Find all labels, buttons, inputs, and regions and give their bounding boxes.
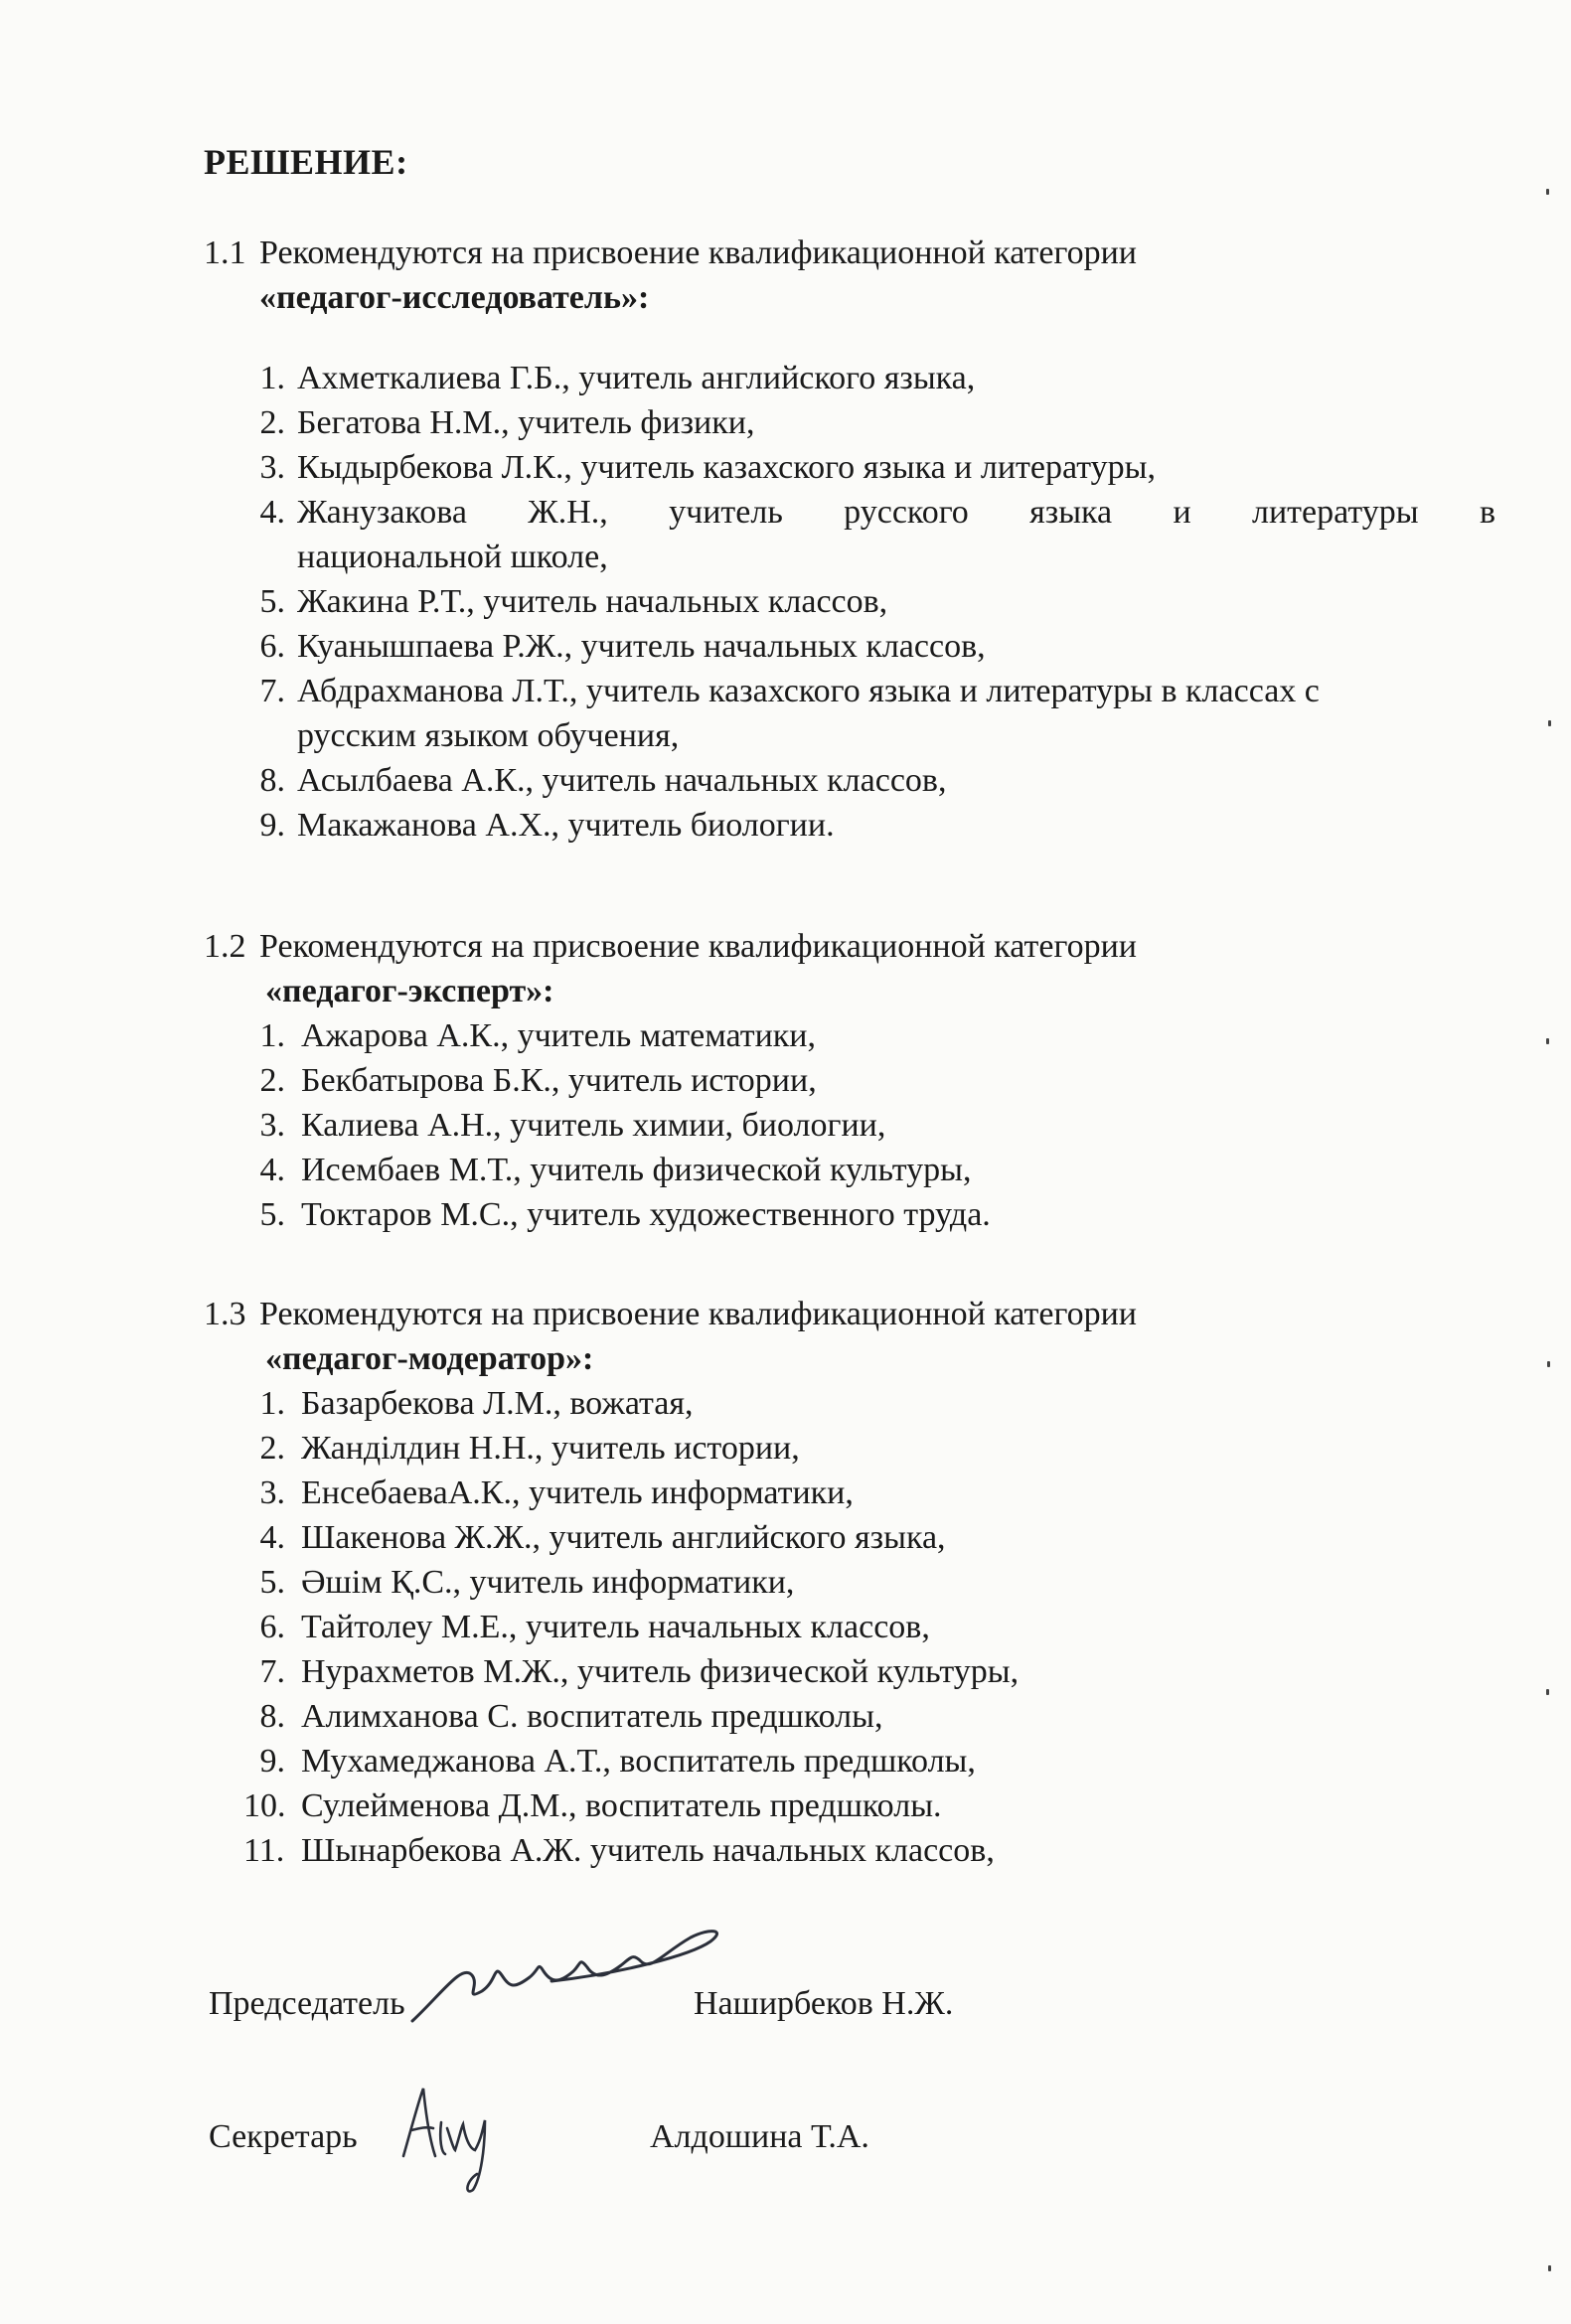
section-1-3 [204, 1292, 1495, 1873]
section-number: 1.3 [204, 1296, 246, 1332]
list-item: 1. Базарбекова Л.М., вожатая, [259, 1385, 694, 1422]
list-item: 9. Мухамеджанова А.Т., воспитатель предшколы, [259, 1743, 976, 1780]
section-1-1 [204, 231, 1495, 848]
section-intro: Рекомендуются на присвоение квалификационной категории [259, 1296, 1137, 1332]
secretary-signature-icon [390, 2079, 529, 2198]
list-item: 8. Алимханова С. воспитатель предшколы, [259, 1698, 883, 1735]
list-item: 3. Калиева А.Н., учитель химии, биологии, [259, 1107, 886, 1144]
list-item: 4. Шакенова Ж.Ж., учитель английского языка, [259, 1519, 946, 1556]
list-item: 9. Макажанова А.Х., учитель биологии. [259, 807, 835, 844]
section-title [204, 924, 1495, 969]
secretary-role: Секретарь [209, 2118, 358, 2155]
list-item: 5. Токтаров М.С., учитель художественного труда. [259, 1196, 991, 1233]
candidate-list [243, 1013, 1495, 1237]
list-item: 6. Куанышпаева Р.Ж., учитель начальных классов, [259, 628, 986, 665]
list-item: 2. Бегатова Н.М., учитель физики, [259, 404, 755, 441]
list-item: 11. Шынарбекова А.Ж. учитель начальных классов, [243, 1832, 995, 1869]
list-item: 10. Сулейменова Д.М., воспитатель предшколы. [243, 1787, 942, 1824]
list-item: 7. Нурахметов М.Ж., учитель физической культуры, [259, 1653, 1020, 1690]
scan-speck [1548, 720, 1551, 726]
candidate-list [243, 356, 1495, 848]
section-intro: Рекомендуются на присвоение квалификационной категории [259, 234, 1137, 271]
list-item: 1. Ажарова А.К., учитель математики, [259, 1017, 816, 1054]
section-category: «педагог-эксперт»: [265, 973, 554, 1009]
scan-speck [1548, 2265, 1551, 2271]
list-item: 3. ЕнсебаеваА.К., учитель информатики, [259, 1474, 854, 1511]
list-item: 2. Жанділдин Н.Н., учитель истории, [259, 1430, 800, 1467]
section-intro: Рекомендуются на присвоение квалификационной категории [259, 928, 1137, 965]
secretary-name: Алдошина Т.А. [650, 2118, 869, 2155]
section-1-2 [204, 924, 1495, 1237]
section-category: «педагог-модератор»: [265, 1340, 594, 1377]
chair-signature-icon [402, 1924, 730, 2033]
list-item: 4. Жанузакова Ж.Н., учитель русского языка и литературы в национальной школе, [259, 494, 1495, 575]
section-title [204, 231, 1495, 275]
section-number: 1.1 [204, 234, 246, 271]
scan-speck [1546, 189, 1549, 195]
list-item: 7. Абдрахманова Л.Т., учитель казахского языка и литературы в классах с русским языком обучения, [259, 673, 1320, 754]
chair-name: Наширбеков Н.Ж. [694, 1985, 954, 2022]
list-item: 8. Асылбаева А.К., учитель начальных классов, [259, 762, 947, 799]
section-number: 1.2 [204, 928, 246, 965]
secretary-signature-row [209, 2118, 1302, 2208]
scan-speck [1546, 1689, 1549, 1695]
section-title [204, 1292, 1495, 1336]
scan-speck [1547, 1361, 1550, 1367]
list-item: 3. Кыдырбекова Л.К., учитель казахского языка и литературы, [259, 449, 1156, 486]
chair-role: Председатель [209, 1985, 405, 2022]
list-item: 1. Ахметкалиева Г.Б., учитель английского языка, [259, 360, 976, 396]
list-item: 2. Бекбатырова Б.К., учитель истории, [259, 1062, 817, 1099]
chair-signature-row [209, 1985, 1302, 2075]
candidate-list [243, 1381, 1495, 1873]
section-category: «педагог-исследователь»: [259, 279, 650, 316]
list-item: 4. Исембаев М.Т., учитель физической культуры, [259, 1152, 972, 1188]
scan-speck [1546, 1038, 1549, 1044]
page-heading: РЕШЕНИЕ: [204, 142, 408, 182]
list-item: 6. Тайтолеу М.Е., учитель начальных классов, [259, 1609, 930, 1645]
list-item: 5. Жакина Р.Т., учитель начальных классов, [259, 583, 888, 620]
list-item: 5. Әшім Қ.С., учитель информатики, [259, 1564, 795, 1601]
